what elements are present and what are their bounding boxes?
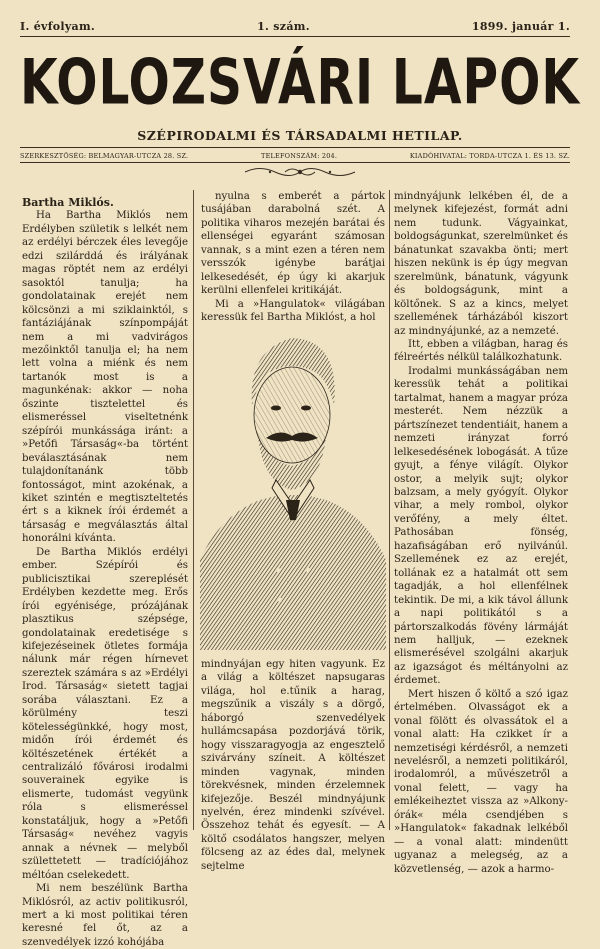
portrait-image — [200, 310, 386, 650]
newspaper-subtitle: SZÉPIRODALMI ÉS TÁRSADALMI HETILAP. — [137, 128, 463, 143]
info-rule-top — [20, 147, 570, 148]
column-divider-2 — [389, 190, 390, 830]
top-rule — [20, 36, 570, 37]
newspaper-title: KOLOZSVÁRI LAPOK — [19, 46, 581, 119]
column3-paragraph: Itt, ebben a világban, harag és félreértés nélkül találkozhatunk. — [394, 338, 568, 364]
issue-label: 1. szám. — [257, 20, 310, 33]
phone-number: TELEFONSZÁM: 204. — [261, 152, 338, 160]
column2-paragraph: mindnyájan egy hiten vagyunk. Ez a világ a költészet napsugaras világa, hol e.tűnik a harag, megszűnik a viszály s a dörgő, háborgó szenvedélyek hullámcsapása pozdorjává törik, hogy visszaragyogja az engesztelő szivárvány színeit. A költészet minden vagynak, minden törekvésnek, minden érzelemnek kifejezője. Beszél mindnyájunk nyelvén, érez mindenki szívével. Összehoz tehát és egyesít. — A költő csodálatos hangszer, melyen fölcseng az az édes dal, melynek sejtelme — [201, 659, 385, 872]
article-column-2-bottom — [201, 658, 385, 873]
volume-label: I. évfolyam. — [20, 20, 96, 33]
column2-paragraph: Mi a »Hangulatok« világában keressük fel Bartha Miklóst, a hol — [201, 298, 385, 324]
portrait-engraving-icon — [200, 310, 386, 650]
column1-paragraph: Ha Bartha Miklós nem Erdélyben születik s lelkét nem az erdélyi bérczek éles levegője edzi szilárddá és irályának magas röptét nem az erdélyi sasoktól tanulja; ha gondolatainak erejét nem kölcsönzi a mi sziklainktól, s fantáziájának színpompáját nem a mi vadvirágos mezőinktől tanulja el; ha nem lett volna a miénk és nem tartanók most is a magunkénak: akkor — noha őszinte tisztelettel és elismeréssel viseltetnénk szépírói munkássága iránt: a »Petőfi Társaság«-ba történt beválasztásának nem tulajdonítanánk több fontosságot, mint azokénak, a kiket szintén e megtiszteltetés ért s a kiknek írói érdemét a társaság e megválasztás által honorálni kívánta. — [22, 210, 188, 545]
column1-paragraph: Mi nem beszélünk Bartha Miklósról, az activ politikusról, mert a ki most politikai téren keresné fel őt, az a szenvedélyek izzó kohójába — [22, 883, 188, 948]
column1-paragraph: De Bartha Miklós erdélyi ember. Szépírói és publicisztikai szereplését Erdélyben kezdette meg. Erős írói egyénisége, prózájának plasztikus szépsége, gondolatainak eredetisége s kifejezéseinek ötletes formája nálunk már régen hírnevet szereztek számára s az »Erdélyi Irod. Társaság« sietett tagjai sorába választani. Ez a körülmény teszi kötelességünkké, hogy most, midőn írói érdemét és költészetének értékét a centralizáló fővárosi irodalmi souverainek egyike is elismerte, tudomást vegyünk róla s elismeréssel konstatáljuk, hogy a »Petőfi Társaság« nevéhez vagyis annak a névnek — melyből születtetett — tradíciójához méltóan cselekedett. — [22, 546, 188, 881]
publisher-office: KIADÓHIVATAL: TORDA-UTCZA 1. ÉS 13. SZ. — [409, 152, 570, 160]
ornament-icon — [240, 163, 360, 181]
column3-paragraph: Mert hiszen ő költő a szó igaz értelmében. Olvasságot ek a vonal fölött és olvassátok el a vonal alatt: Ha czikket ír a nemzetiségi kérdésről, a nemzeti nevelésről, a nemzeti politikáról, irodalomról, a művészetről a vonal felett, — vagy ha emlékeiheztet visszа az »Alkony-órák« méla csendjében s »Hangulatok« fakadnak lelkéből — a vonal alatt: mindenütt ugyanaz a melegség, az a közvetlenség, — azok a harmo- — [394, 688, 568, 875]
column-divider-1 — [193, 190, 194, 830]
column3-paragraph: Irodalmi munkásságában nem keressük tehát a politikai tartalmat, hanem a magyar próza mesterét. Nem nézzük a pártszínezet tendentiáit, hanem a nemzeti irányzat forró lelkesedésének lobogását. A tűze gyujt, a fénye világít. Olykor ostor, a melyik sujt; olykor balzsam, a mely gyógyít. Olykor vihar, a mely rombol, olykor verőfény, a mely éltet. Pathosában fönség, hazafiságában erő nyilvánúl. Szellemének ez az erejét, tollának ez a hatalmát ott sem tagadják, a hol ellenfélnek tekintik. De mi, a kik távol állunk a napi politikától s a pártorszalkodás fövény lármáját nem halljuk, — ezeknek elismerésével szolgálni akarjuk az igazságot és méltányolni az érdemet. — [394, 365, 568, 687]
article-column-3 — [394, 190, 568, 876]
editorial-office: SZERKESZTŐSÉG: BELMAGYAR-UTCZA 28. SZ. — [20, 152, 189, 160]
column2-paragraph: nyulna s emberét a pártok tusájában darabolná szét. A politika viharos mezején barátai és ellenségei egyaránt számosan vannak, s a mint ezen a téren nem versszók igénybe barátjai lelkesedését, ép úgy ki akarjuk kerülni ellenfelei kritikáját. — [201, 191, 385, 297]
column3-paragraph: mindnyájunk lelkében él, de a melynek kifejezést, formát adni nem tudunk. Vágyainkat, boldogságunkat, szerelmünket és bánatunkat szavakba önti; mert hiszen nekünk is ép úgy megvan szerelmünk, bánatunk, vágyunk és boldogságunk, mint a költőnek. S az a kincs, melyet szellemének tárházából kiszort az mindnyájunké, az a nemzeté. — [394, 191, 568, 337]
article-column-1 — [22, 196, 188, 949]
info-line — [20, 152, 570, 160]
article-heading: Bartha Miklós. — [22, 196, 114, 209]
date-label: 1899. január 1. — [471, 20, 570, 33]
masthead-top-line — [20, 20, 570, 33]
article-column-2-top — [201, 190, 385, 325]
